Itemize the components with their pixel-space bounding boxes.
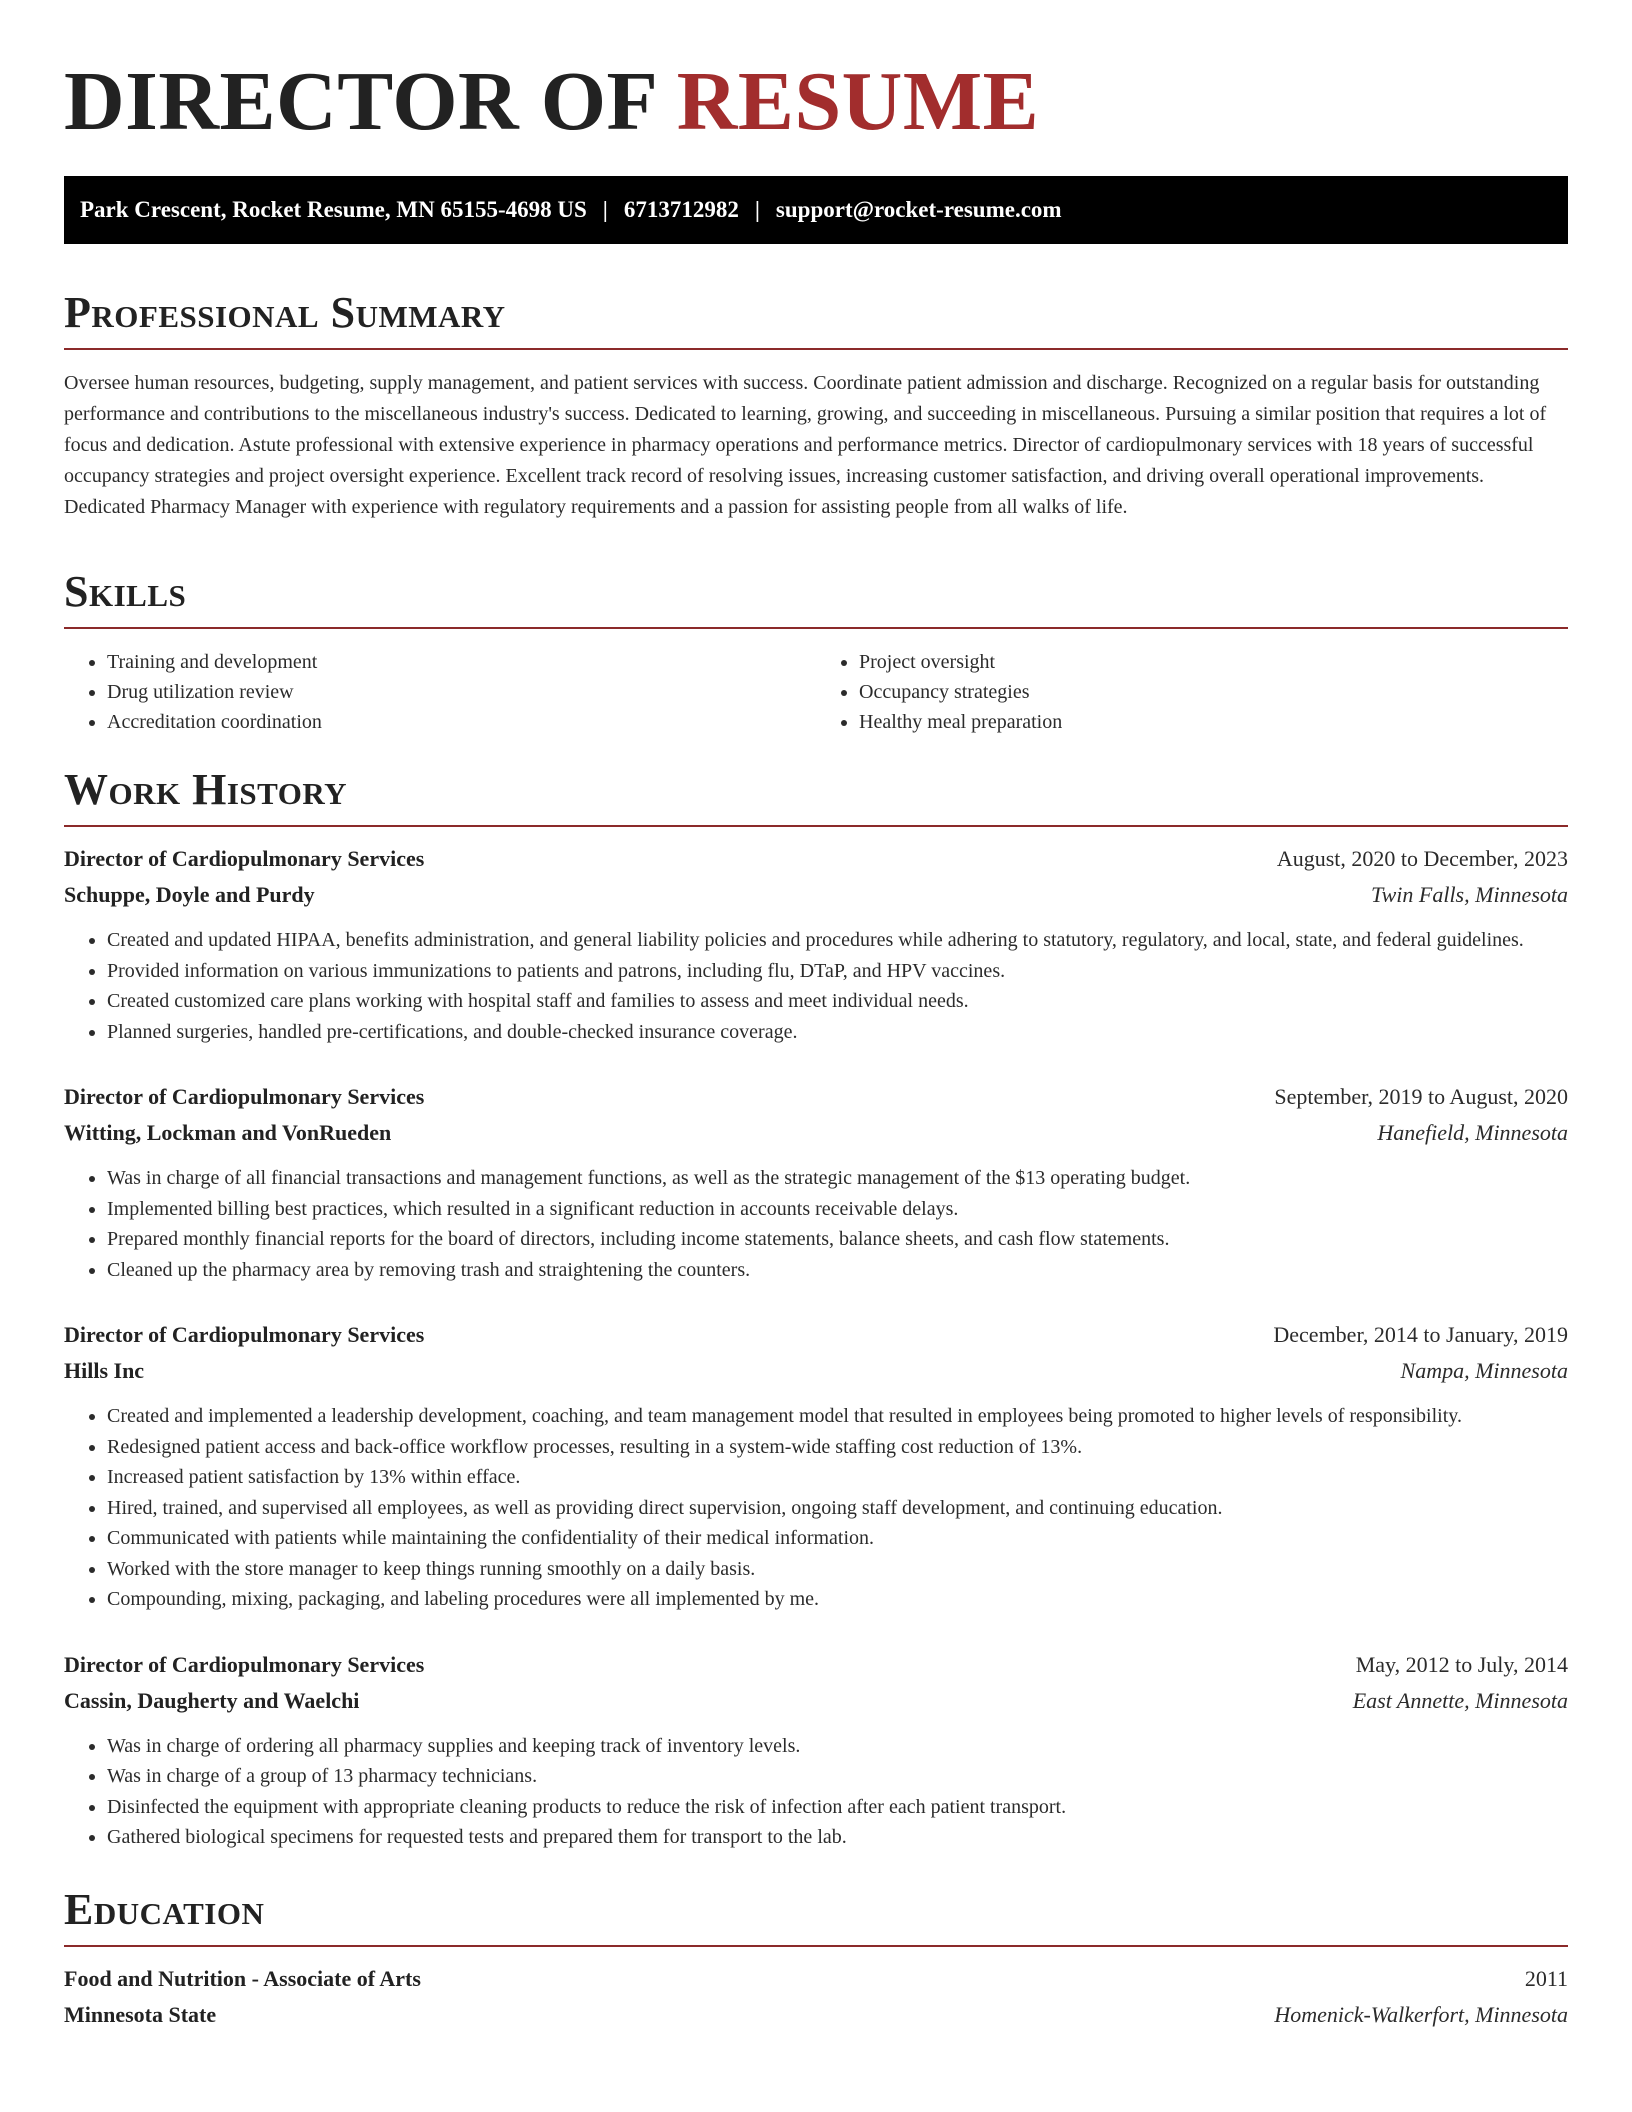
job-bullet: • Redesigned patient access and back-office workflow processes, resulting in a system-wide staffing cost reduction of 13%. [107, 1432, 1568, 1463]
name-first: DIRECTOR OF [64, 55, 656, 148]
education-year: 2011 [1524, 1965, 1568, 1991]
job-dates: August, 2020 to December, 2023 [1276, 846, 1568, 871]
job-bullet: • Planned surgeries, handled pre-certifications, and double-checked insurance coverage. [107, 1017, 1568, 1048]
section-divider [64, 825, 1568, 827]
job-company: Schuppe, Doyle and Purdy [64, 882, 315, 907]
job-location: Nampa, Minnesota [1400, 1358, 1568, 1383]
job-bullets [64, 1731, 1568, 1853]
job-entry [64, 1079, 1568, 1285]
summary-section [64, 288, 1568, 523]
job-location: Hanefield, Minnesota [1377, 1120, 1568, 1145]
education-school: Minnesota State [64, 2001, 217, 2027]
job-company: Witting, Lockman and VonRueden [64, 1120, 392, 1145]
job-bullet: • Created and updated HIPAA, benefits administration, and general liability policies and procedures while adhering to statutory, regulatory, and local, state, and federal guidelines. [107, 925, 1568, 956]
job-title: Director of Cardiopulmonary Services [64, 1084, 425, 1109]
job-bullet: • Implemented billing best practices, which resulted in a significant reduction in accounts receivable delays. [107, 1194, 1568, 1225]
education-section [64, 1885, 1568, 2033]
contact-address: Park Crescent, Rocket Resume, MN 65155-4698 US [80, 197, 587, 222]
skills-columns [64, 647, 1568, 737]
skill-item: • Accreditation coordination [107, 707, 816, 737]
job-bullet: • Was in charge of ordering all pharmacy supplies and keeping track of inventory levels. [107, 1731, 1568, 1762]
job-bullet: • Communicated with patients while maintaining the confidentiality of their medical information. [107, 1523, 1568, 1554]
job-company: Cassin, Daugherty and Waelchi [64, 1687, 360, 1713]
skills-list-right [816, 647, 1568, 737]
skill-item: • Project oversight [859, 647, 1568, 677]
job-bullets [64, 1401, 1568, 1615]
job-bullet: • Disinfected the equipment with appropriate cleaning products to reduce the risk of infection after each patient transport. [107, 1792, 1568, 1823]
contact-bar [64, 176, 1568, 244]
job-dates: May, 2012 to July, 2014 [1355, 1651, 1568, 1677]
education-degree: Food and Nutrition - Associate of Arts [64, 1965, 421, 1991]
skill-item: • Occupancy strategies [859, 677, 1568, 707]
section-title-work: Work History [64, 765, 348, 814]
job-bullet: • Was in charge of a group of 13 pharmacy technicians. [107, 1761, 1568, 1792]
job-bullet: • Hired, trained, and supervised all employees, as well as providing direct supervision, ongoing staff development, and continuing education. [107, 1493, 1568, 1524]
job-dates: December, 2014 to January, 2019 [1273, 1322, 1568, 1347]
job-bullet: • Cleaned up the pharmacy area by removing trash and straightening the counters. [107, 1255, 1568, 1286]
job-company: Hills Inc [64, 1358, 145, 1383]
work-history-section [64, 765, 1568, 1853]
job-bullet: • Created customized care plans working with hospital staff and families to assess and meet individual needs. [107, 986, 1568, 1017]
job-bullet: • Created and implemented a leadership development, coaching, and team management model that resulted in employees being promoted to higher levels of responsibility. [107, 1401, 1568, 1432]
job-bullet: • Increased patient satisfaction by 13% within efface. [107, 1462, 1568, 1493]
section-title-skills: Skills [64, 567, 187, 616]
contact-email: support@rocket-resume.com [775, 197, 1062, 222]
job-bullet: • Compounding, mixing, packaging, and labeling procedures were all implemented by me. [107, 1584, 1568, 1615]
section-title-summary: Professional Summary [64, 288, 506, 337]
job-bullet: • Prepared monthly financial reports for the board of directors, including income statements, balance sheets, and cash flow statements. [107, 1224, 1568, 1255]
education-entry [64, 1961, 1568, 2033]
job-bullet: • Was in charge of all financial transactions and management functions, as well as the strategic management of the $13 operating budget. [107, 1163, 1568, 1194]
job-dates: September, 2019 to August, 2020 [1274, 1084, 1568, 1109]
job-location: Twin Falls, Minnesota [1371, 882, 1568, 907]
skills-section [64, 567, 1568, 737]
job-location: East Annette, Minnesota [1352, 1687, 1568, 1713]
job-bullet: • Provided information on various immunizations to patients and patrons, including flu, DTaP, and HPV vaccines. [107, 956, 1568, 987]
job-entry [64, 1317, 1568, 1615]
job-title: Director of Cardiopulmonary Services [64, 1322, 425, 1347]
job-bullet: • Worked with the store manager to keep things running smoothly on a daily basis. [107, 1554, 1568, 1585]
contact-phone: 6713712982 [623, 197, 739, 222]
skill-item: • Drug utilization review [107, 677, 816, 707]
job-entry [64, 1647, 1568, 1853]
section-divider [64, 1945, 1568, 1947]
section-divider [64, 627, 1568, 629]
job-bullet: • Gathered biological specimens for requested tests and prepared them for transport to the lab. [107, 1822, 1568, 1853]
job-bullets [64, 925, 1568, 1047]
skills-list-left [64, 647, 816, 737]
job-bullets [64, 1163, 1568, 1285]
job-entry [64, 841, 1568, 1047]
name-last: RESUME [676, 55, 1040, 148]
job-title: Director of Cardiopulmonary Services [64, 1651, 425, 1677]
contact-separator: | [754, 197, 760, 222]
resume-name [64, 52, 1568, 152]
section-divider [64, 348, 1568, 350]
education-location: Homenick-Walkerfort, Minnesota [1274, 2001, 1568, 2027]
section-title-education: Education [64, 1884, 265, 1934]
skill-item: • Healthy meal preparation [859, 707, 1568, 737]
summary-text: Oversee human resources, budgeting, supply management, and patient services with success. Coordinate patient admission and discharge. Recognized on a regular basis for outstanding performance and contributions to the miscellaneous industry's success. Dedicated to learning, growing, and succeeding in miscellaneous. Pursuing a similar position that requires a lot of focus and dedication. Astute professional with extensive experience in pharmacy operations and performance metrics. Director of cardiopulmonary services with 18 years of successful occupancy strategies and project oversight experience. Excellent track record of resolving issues, increasing customer satisfaction, and driving overall operational improvements. Dedicated Pharmacy Manager with experience with regulatory requirements and a passion for assisting people from all walks of life. [64, 372, 1547, 518]
skill-item: • Training and development [107, 647, 816, 677]
contact-separator: | [602, 197, 608, 222]
job-title: Director of Cardiopulmonary Services [64, 846, 425, 871]
